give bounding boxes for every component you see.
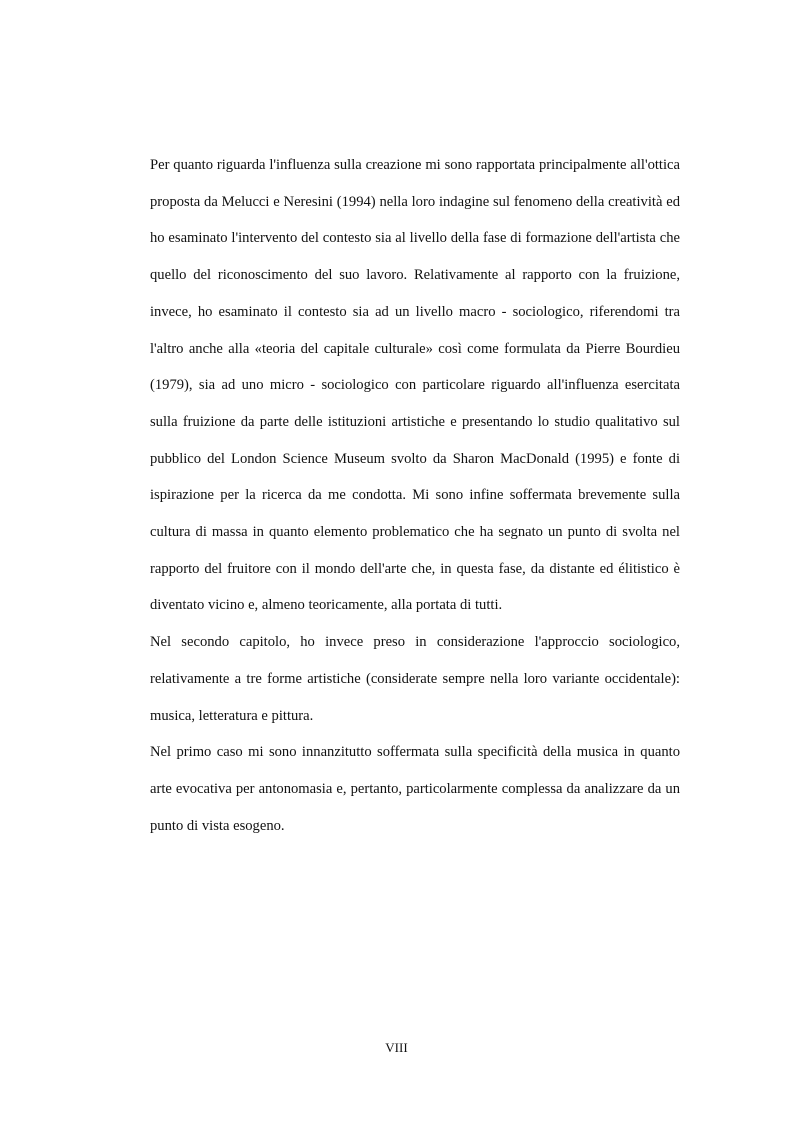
body-text (150, 147, 680, 844)
paragraph-2: Nel secondo capitolo, ho invece preso in considerazione l'approccio sociologico, relativamente a tre forme artistiche (considerate sempre nella loro variante occidentale): musica, letteratura e pittura. (150, 634, 680, 724)
paragraph-1: Per quanto riguarda l'influenza sulla creazione mi sono rapportata principalmente all'ottica proposta da Melucci e Neresini (1994) nella loro indagine sul fenomeno della creatività ed ho esaminato l'intervento del contesto sia al livello della fase di formazione dell'artista che quello del riconoscimento del suo lavoro. Relativamente al rapporto con la fruizione, invece, ho esaminato il contesto sia ad un livello macro - sociologico, riferendomi tra l'altro anche alla «teoria del capitale culturale» così come formulata da Pierre Bourdieu (1979), sia ad uno micro - sociologico con particolare riguardo all'influenza esercitata sulla fruizione da parte delle istituzioni artistiche e presentando lo studio qualitativo sul pubblico del London Science Museum svolto da Sharon MacDonald (1995) e fonte di ispirazione per la ricerca da me condotta. Mi sono infine soffermata brevemente sulla cultura di massa in quanto elemento problematico che ha segnato un punto di svolta nel rapporto del fruitore con il mondo dell'arte che, in questa fase, da distante ed élitistico è diventato vicino e, almeno teoricamente, alla portata di tutti. (150, 157, 680, 614)
page-number: VIII (385, 1040, 408, 1055)
paragraph-3: Nel primo caso mi sono innanzitutto soffermata sulla specificità della musica in quanto arte evocativa per antonomasia e, pertanto, particolarmente complessa da analizzare da un punto di vista esogeno. (150, 744, 680, 834)
